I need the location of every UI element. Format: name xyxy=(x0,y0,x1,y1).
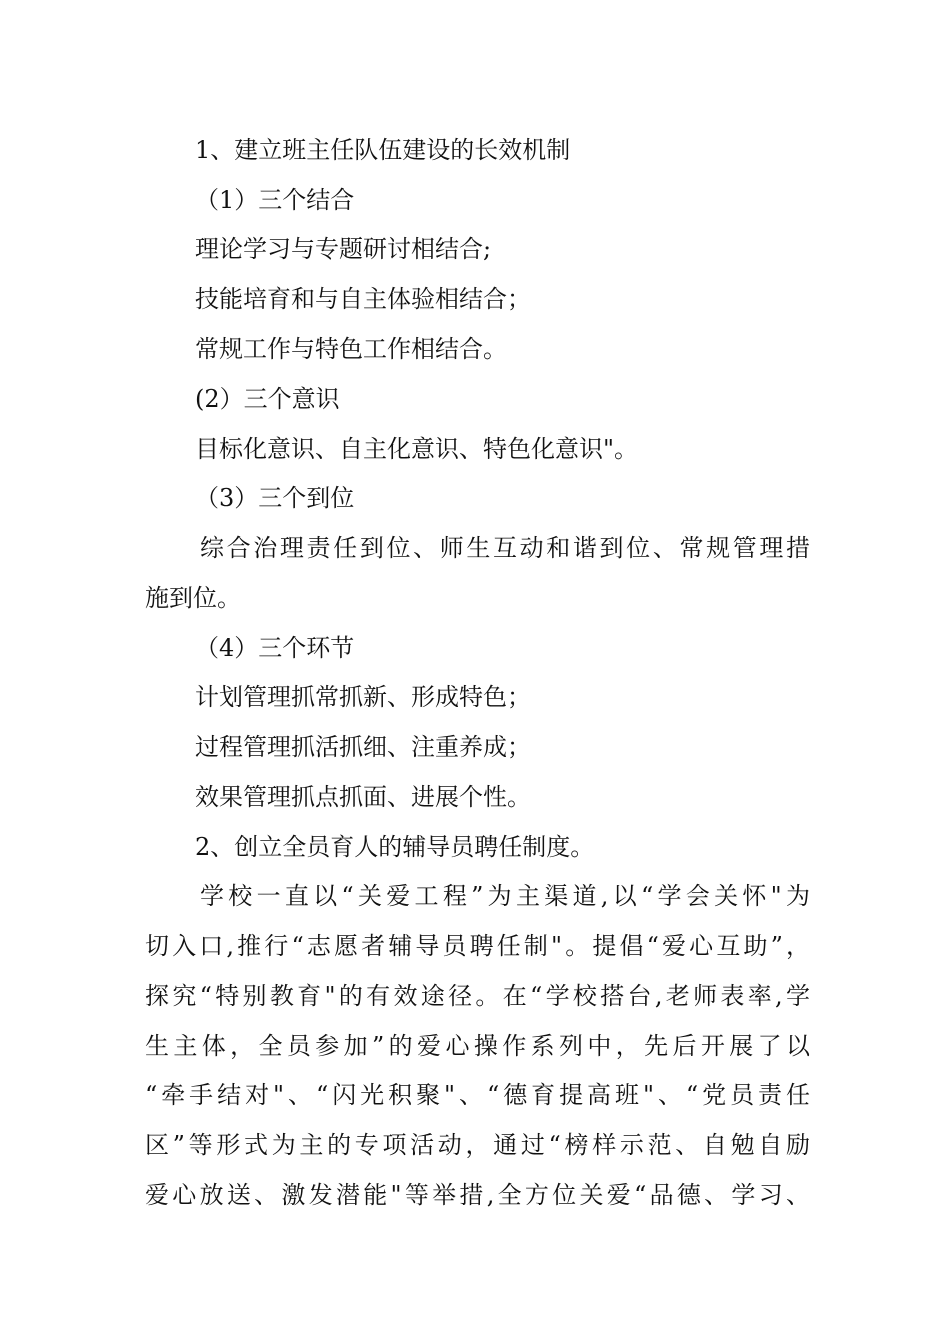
text-line: 技能培育和与自主体验相结合； xyxy=(195,285,531,313)
paragraph-line: 施到位。 xyxy=(145,584,241,612)
text-line: 目标化意识、自主化意识、特色化意识"。 xyxy=(195,435,639,463)
paragraph-line: 切入口,推行“志愿者辅导员聘任制"。提倡“爱心互助”， xyxy=(145,932,810,960)
subheading-1: （1）三个结合 xyxy=(195,186,355,214)
heading-2: 2、创立全员育人的辅导员聘任制度。 xyxy=(195,833,595,861)
text-line: 理论学习与专题研讨相结合; xyxy=(195,235,492,263)
text-line: 常规工作与特色工作相结合。 xyxy=(195,335,507,363)
paragraph-line: 学校一直以“关爱工程”为主渠道,以“学会关怀"为 xyxy=(200,882,810,910)
paragraph-line: 爱心放送、激发潜能"等举措,全方位关爱“品德、学习、 xyxy=(145,1181,810,1209)
subheading-2: (2）三个意识 xyxy=(195,385,340,413)
subheading-3: （3）三个到位 xyxy=(195,484,355,512)
paragraph-line: 综合治理责任到位、师生互动和谐到位、常规管理措 xyxy=(200,534,810,562)
paragraph-line: 探究“特别教育"的有效途径。在“学校搭台,老师表率,学 xyxy=(145,982,810,1010)
subheading-4: （4）三个环节 xyxy=(195,634,355,662)
paragraph-line: “牵手结对"、“闪光积聚"、“德育提高班"、“党员责任 xyxy=(145,1081,810,1109)
paragraph-line: 区”等形式为主的专项活动，通过“榜样示范、自勉自励 xyxy=(145,1131,810,1159)
heading-1: 1、建立班主任队伍建设的长效机制 xyxy=(195,136,571,164)
text-line: 计划管理抓常抓新、形成特色； xyxy=(195,683,531,711)
text-line: 过程管理抓活抓细、注重养成； xyxy=(195,733,531,761)
paragraph-line: 生主体，全员参加”的爱心操作系列中，先后开展了以 xyxy=(145,1032,810,1060)
text-line: 效果管理抓点抓面、进展个性。 xyxy=(195,783,531,811)
